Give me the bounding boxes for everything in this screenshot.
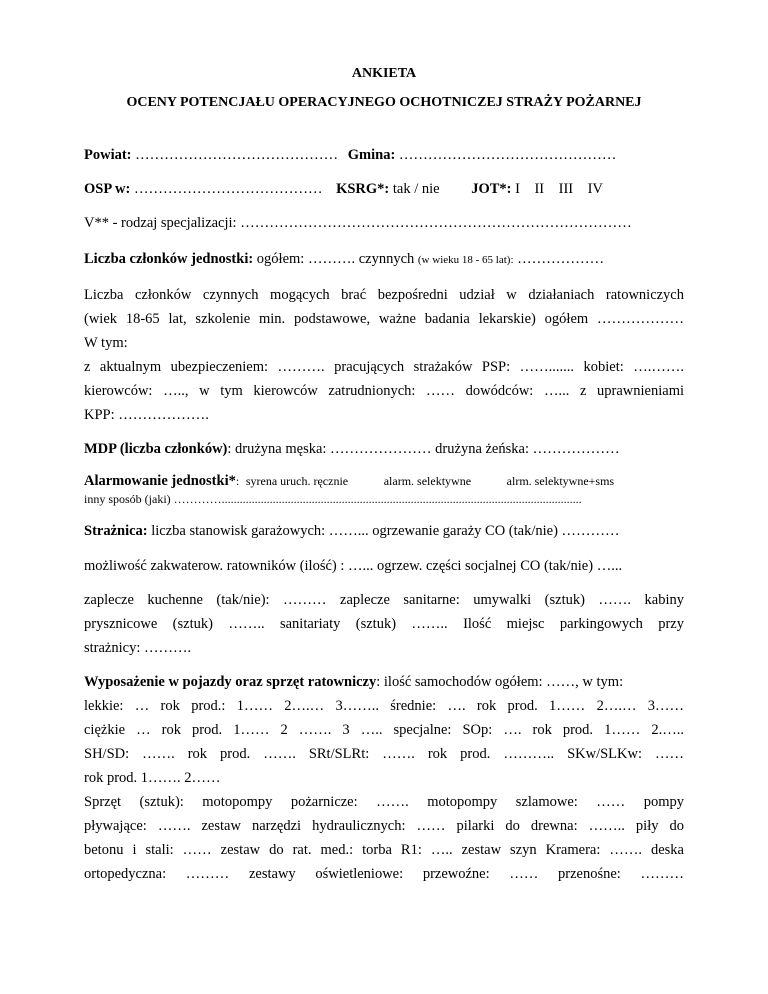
gmina-field[interactable]: ……………………………………… bbox=[398, 147, 617, 163]
row-equipment-1 bbox=[84, 673, 684, 691]
members-field[interactable]: ……………… bbox=[517, 251, 605, 267]
alarm-other[interactable]: inny sposób (jaki) …………........................................................................................................................ bbox=[84, 492, 582, 506]
equipment-line-3: ciężkie … rok prod. 1…… 2 ……. 3 ….. specjalne: SOp: …. rok prod. 1…… 2.….. bbox=[84, 722, 684, 738]
equipment-line-9: ortopedyczna: ……… zestawy oświetleniowe: przewoźne: …… przenośne: ……… bbox=[84, 866, 684, 882]
members-age-note: (w wieku 18 - 65 lat): bbox=[417, 254, 514, 266]
osp-field[interactable]: ………………………………… bbox=[133, 181, 323, 197]
alarm-option-selective[interactable]: alarm. selektywne bbox=[383, 474, 472, 488]
station-line-5: strażnicy: ………. bbox=[84, 640, 192, 656]
active-line-1: Liczba członków czynnych mogących brać bezpośredni udział w działaniach ratowniczych bbox=[84, 287, 684, 303]
row-alarm: Alarmowanie jednostki*: syrena uruch. ręcznie alarm. selektywne alrm. selektywne+sms bbox=[84, 473, 615, 489]
jot-label: JOT*: bbox=[471, 181, 512, 197]
active-line-6: KPP: ………………. bbox=[84, 407, 209, 423]
active-line-2: (wiek 18-65 lat, szkolenie min. podstawowe, ważne badania lekarskie) ogółem ……………… bbox=[84, 311, 684, 327]
row-powiat bbox=[84, 146, 684, 164]
row-members bbox=[84, 250, 684, 269]
equipment-line-8: betonu i stali: …… zestaw do rat. med.: torba R1: ….. zestaw szyn Kramera: ……. deska bbox=[84, 842, 684, 858]
alarm-label: Alarmowanie jednostki* bbox=[84, 473, 236, 489]
members-text: ogółem: ………. czynnych bbox=[256, 251, 415, 267]
active-line-3: W tym: bbox=[84, 335, 128, 351]
row-osp bbox=[84, 180, 684, 198]
equipment-line-1: : ilość samochodów ogółem: ……, w tym: bbox=[376, 674, 624, 690]
station-line-1: liczba stanowisk garażowych: ……... ogrzewanie garaży CO (tak/nie) ………… bbox=[151, 523, 620, 539]
ksrg-options[interactable]: tak / nie bbox=[392, 181, 440, 197]
row-station-1 bbox=[84, 522, 684, 540]
station-label: Strażnica: bbox=[84, 523, 148, 539]
active-line-5: kierowców: ….., w tym kierowców zatrudnionych: …… dowódców: …... z uprawnieniami bbox=[84, 383, 684, 399]
mdp-text: : drużyna męska: ………………… drużyna żeńska: ……………… bbox=[227, 441, 620, 457]
osp-label: OSP w: bbox=[84, 181, 131, 197]
active-line-4: z aktualnym ubezpieczeniem: ………. pracujących strażaków PSP: ……....... kobiet: ….……. bbox=[84, 359, 684, 375]
equipment-line-5: rok prod. 1……. 2…… bbox=[84, 770, 221, 786]
alarm-option-selective-sms[interactable]: alrm. selektywne+sms bbox=[506, 474, 615, 488]
gmina-label: Gmina: bbox=[347, 147, 396, 163]
powiat-label: Powiat: bbox=[84, 147, 132, 163]
equipment-label: Wyposażenie w pojazdy oraz sprzęt ratowniczy bbox=[84, 674, 377, 690]
station-line-3: zaplecze kuchenne (tak/nie): ……… zaplecze sanitarne: umywalki (sztuk) ……. kabiny bbox=[84, 592, 684, 608]
equipment-line-7: pływające: ……. zestaw narzędzi hydraulicznych: …… pilarki do drewna: …….. piły do bbox=[84, 818, 684, 834]
station-line-4: prysznicowe (sztuk) …….. sanitariaty (sztuk) …….. Ilość miejsc parkingowych przy bbox=[84, 616, 684, 632]
station-line-2: możliwość zakwaterow. ratowników (ilość) : …... ogrzew. części socjalnej CO (tak/nie) …... bbox=[84, 558, 623, 574]
row-specialization: V** - rodzaj specjalizacji: ……………………………………………………………………… bbox=[84, 215, 632, 231]
document-title: ANKIETA bbox=[351, 66, 417, 81]
powiat-field[interactable]: …………………………………… bbox=[135, 147, 339, 163]
mdp-label: MDP (liczba członków) bbox=[84, 441, 228, 457]
members-label: Liczba członków jednostki: bbox=[84, 251, 254, 267]
equipment-line-2: lekkie: … rok prod.: 1…… 2….… 3…….. średnie: …. rok prod. 1…… 2….… 3…… bbox=[84, 698, 684, 714]
jot-options[interactable]: I II III IV bbox=[515, 181, 603, 197]
equipment-line-4: SH/SD: ……. rok prod. ……. SRt/SLRt: ……. rok prod. ……….. SKw/SLKw: …… bbox=[84, 746, 684, 762]
row-mdp bbox=[84, 440, 684, 458]
document-subtitle: OCENY POTENCJAŁU OPERACYJNEGO OCHOTNICZEJ STRAŻY POŻARNEJ bbox=[126, 95, 642, 110]
alarm-option-siren[interactable]: syrena uruch. ręcznie bbox=[245, 474, 349, 488]
ksrg-label: KSRG*: bbox=[336, 181, 390, 197]
equipment-line-6: Sprzęt (sztuk): motopompy pożarnicze: ……. motopompy szlamowe: …… pompy bbox=[84, 794, 684, 810]
